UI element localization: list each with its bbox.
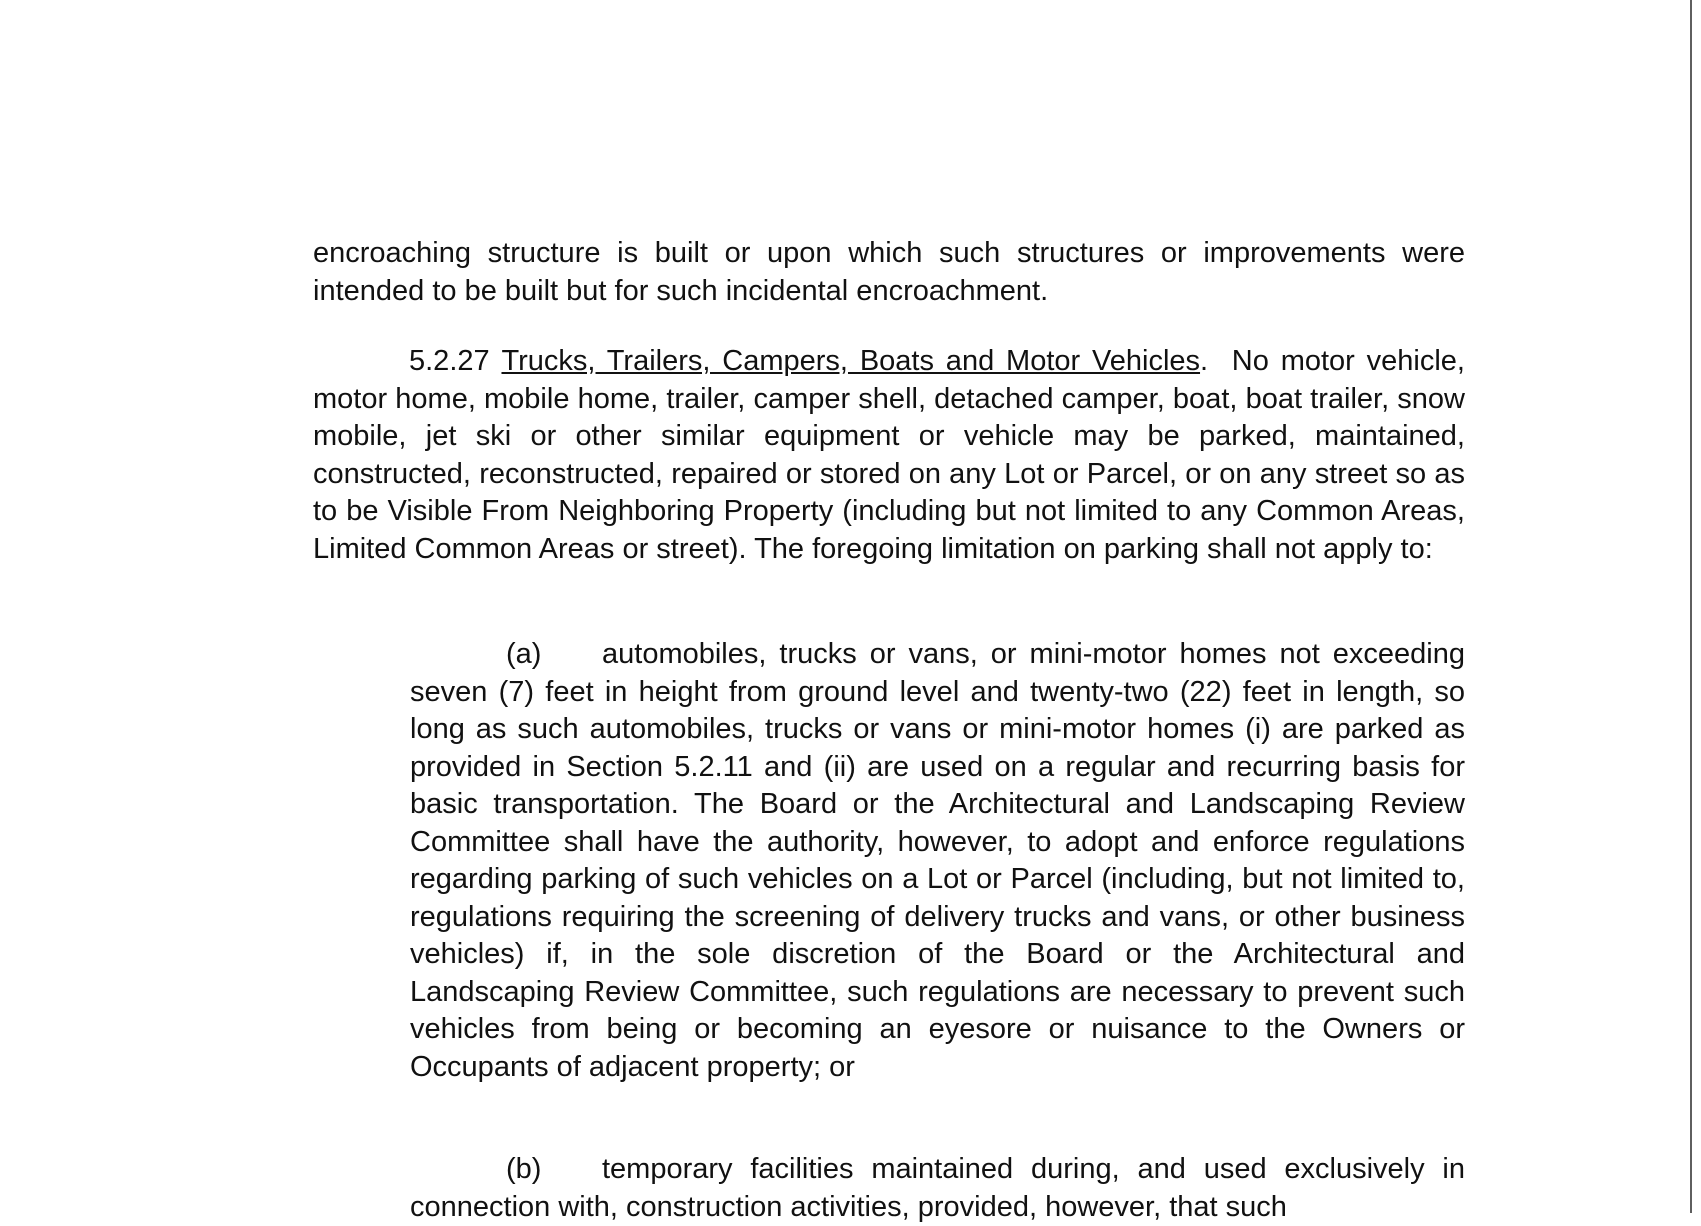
- section-number: 5.2.27: [409, 345, 490, 377]
- paragraph-encroachment-continuation: encroaching structure is built or upon which such structures or improvements were intended to be built but for such incidental encroachment.: [313, 237, 1465, 307]
- list-item-b-text: temporary facilities maintained during, and used exclusively in connection with, construction activities, provided, however, that such: [410, 1153, 1465, 1223]
- list-item-a: [410, 636, 1465, 1086]
- list-item-a-text: automobiles, trucks or vans, or mini-motor homes not exceeding seven (7) feet in height from ground level and twenty-two (22) feet in length, so long as such automobiles, trucks or vans or mini-motor homes (i) are parked as provided in Section 5.2.11 and (ii) are used on a regular and recurring basis for basic transportation. The Board or the Architectural and Landscaping Review Committee shall have the authority, however, to adopt and enforce regulations regarding parking of such vehicles on a Lot or Parcel (including, but not limited to, regulations requiring the screening of delivery trucks and vans, or other business vehicles) if, in the sole discretion of the Board or the Architectural and Landscaping Review Committee, such regulations are necessary to prevent such vehicles from being or becoming an eyesore or nuisance to the Owners or Occupants of adjacent property; or: [410, 638, 1465, 1083]
- list-item-a-label: (a): [506, 638, 542, 670]
- list-item-b: [410, 1151, 1465, 1226]
- section-heading: Trucks, Trailers, Campers, Boats and Motor Vehicles: [501, 345, 1201, 377]
- section-5-2-27-paragraph: [313, 343, 1465, 568]
- section-heading-period: .: [1200, 345, 1209, 377]
- section-body: No motor vehicle, motor home, mobile home, trailer, camper shell, detached camper, boat, boat trailer, snow mobile, jet ski or other similar equipment or vehicle may be parked, maintained, constructed, reconstructed, repaired or stored on any Lot or Parcel, or on any street so as to be Visible From Neighboring Property (including but not limited to any Common Areas, Limited Common Areas or street). The foregoing limitation on parking shall not apply to:: [313, 345, 1465, 565]
- list-item-b-label: (b): [506, 1153, 542, 1185]
- scan-edge-line: [1690, 0, 1692, 1213]
